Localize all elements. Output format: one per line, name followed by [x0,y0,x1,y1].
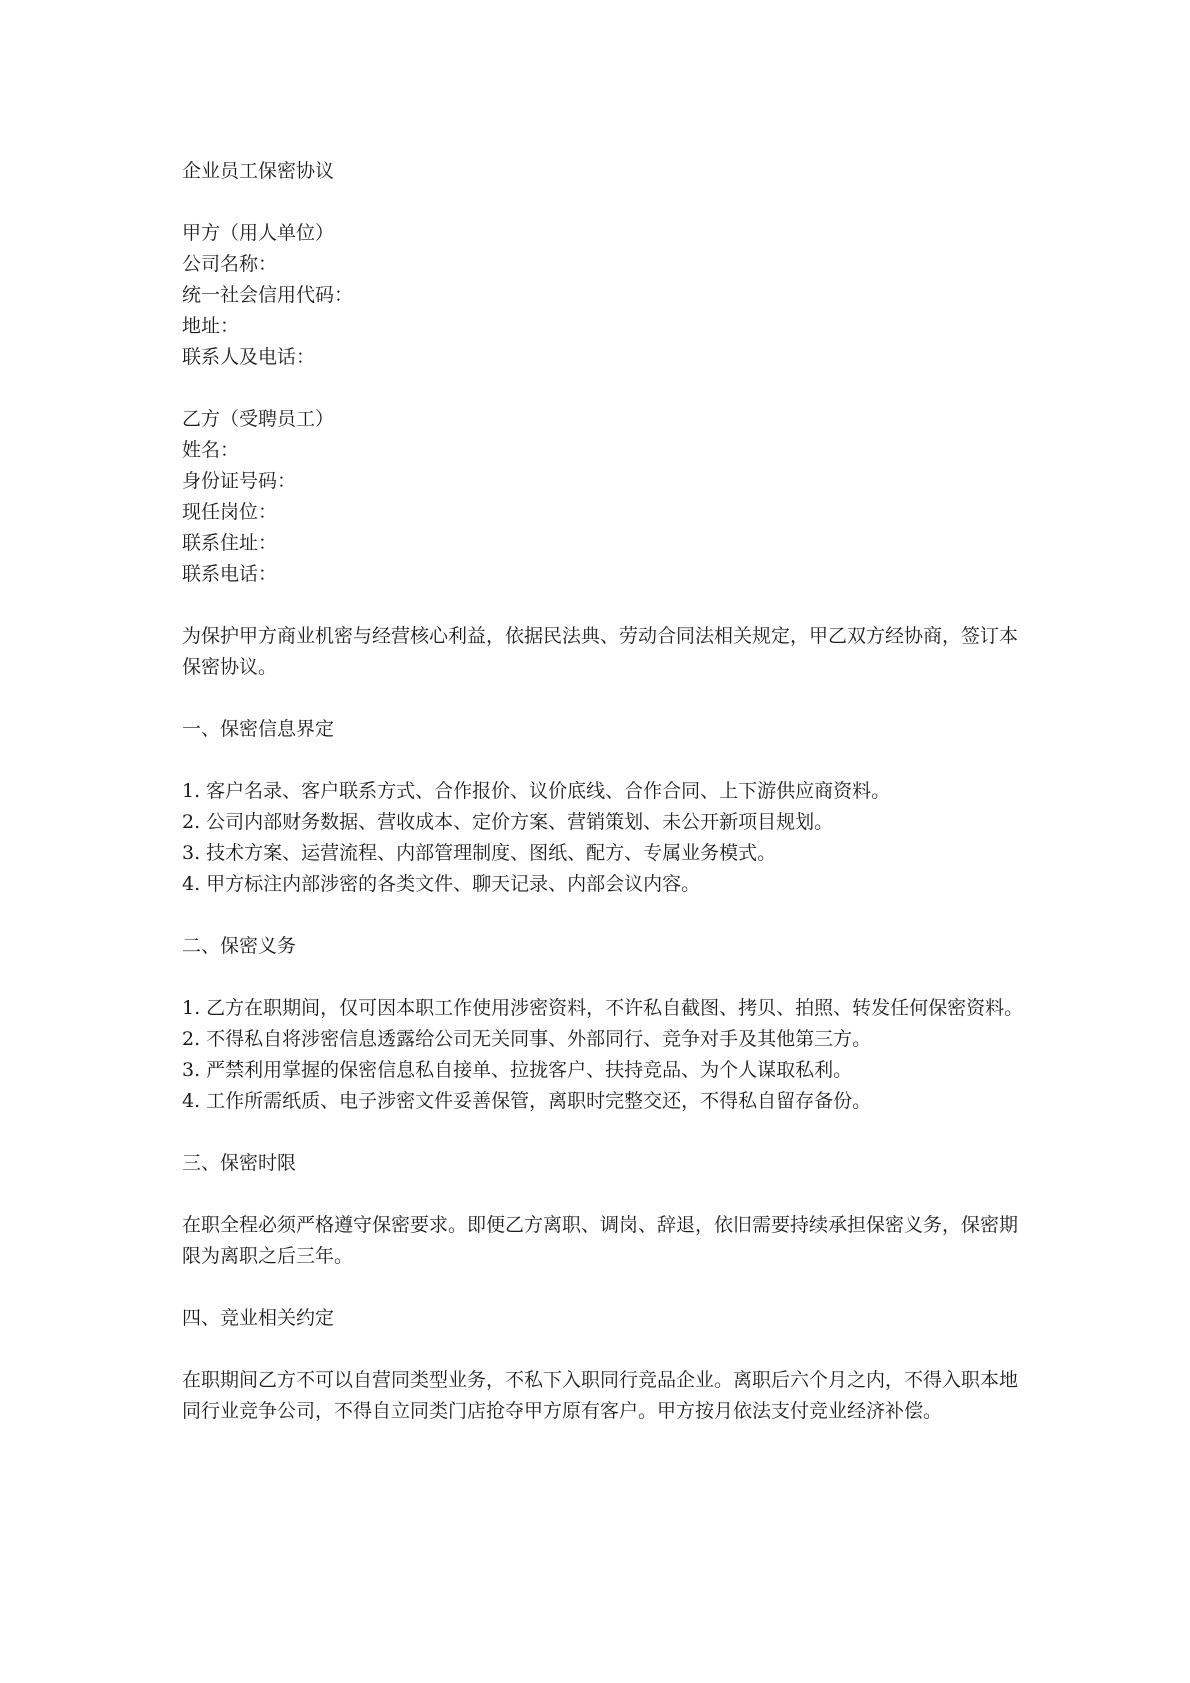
list-item: 4. 甲方标注内部涉密的各类文件、聊天记录、内部会议内容。 [182,873,701,895]
spacer [182,590,1032,621]
list-item: 1. 乙方在职期间，仅可因本职工作使用涉密资料，不许私自截图、拷贝、拍照、转发任何保密资料。 [182,997,1024,1019]
party-b-block [182,404,1032,590]
spacer [182,187,1032,218]
list-item: 1. 客户名录、客户联系方式、合作报价、议价底线、合作合同、上下游供应商资料。 [182,780,891,802]
section-2 [182,931,1032,1117]
party-b-id-number: 身份证号码： [182,470,297,492]
spacer [182,1272,1032,1303]
spacer [182,1334,1032,1365]
list-item: 2. 不得私自将涉密信息透露给公司无关同事、外部同行、竞争对手及其他第三方。 [182,1028,872,1050]
section-heading: 三、保密时限 [182,1152,297,1174]
section-heading: 一、保密信息界定 [182,718,335,740]
list-item: 4. 工作所需纸质、电子涉密文件妥善保管，离职时完整交还，不得私自留存备份。 [182,1090,872,1112]
spacer [182,373,1032,404]
party-b-phone: 联系电话： [182,563,278,585]
spacer [182,962,1032,993]
party-a-block [182,218,1032,373]
party-a-company-name: 公司名称： [182,253,278,275]
list-item: 2. 公司内部财务数据、营收成本、定价方案、营销策划、未公开新项目规划。 [182,811,834,833]
section-4 [182,1303,1032,1427]
spacer [182,1117,1032,1148]
spacer [182,900,1032,931]
document-page [182,156,1032,1427]
spacer [182,745,1032,776]
spacer [182,683,1032,714]
document-title: 企业员工保密协议 [182,160,335,182]
party-b-name: 姓名： [182,439,240,461]
preamble: 为保护甲方商业机密与经营核心利益，依据民法典、劳动合同法相关规定，甲乙双方经协商，签订本保密协议。 [182,625,1019,678]
section-3 [182,1148,1032,1272]
party-b-heading: 乙方（受聘员工） [182,408,335,430]
section-heading: 四、竞业相关约定 [182,1307,335,1329]
party-a-contact: 联系人及电话： [182,346,316,368]
section-paragraph: 在职全程必须严格遵守保密要求。即便乙方离职、调岗、辞退，依旧需要持续承担保密义务，保密期限为离职之后三年。 [182,1214,1019,1267]
party-a-heading: 甲方（用人单位） [182,222,335,244]
party-a-address: 地址： [182,315,240,337]
section-1 [182,714,1032,900]
spacer [182,1179,1032,1210]
party-a-credit-code: 统一社会信用代码： [182,284,354,306]
list-item: 3. 技术方案、运营流程、内部管理制度、图纸、配方、专属业务模式。 [182,842,777,864]
party-b-address: 联系住址： [182,532,278,554]
section-heading: 二、保密义务 [182,935,297,957]
party-b-position: 现任岗位： [182,501,278,523]
list-item: 3. 严禁利用掌握的保密信息私自接单、拉拢客户、扶持竞品、为个人谋取私利。 [182,1059,853,1081]
section-paragraph: 在职期间乙方不可以自营同类型业务，不私下入职同行竞品企业。离职后六个月之内，不得入职本地同行业竞争公司，不得自立同类门店抢夺甲方原有客户。甲方按月依法支付竞业经济补偿。 [182,1369,1019,1422]
